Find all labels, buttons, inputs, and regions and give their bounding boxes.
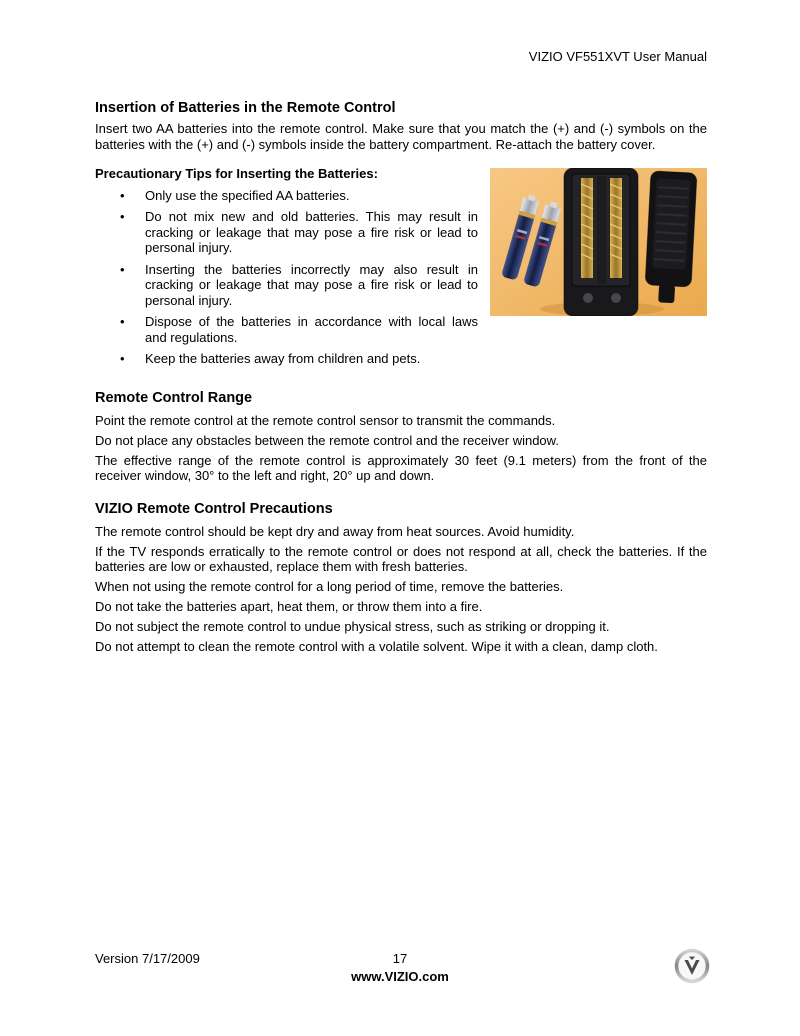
precaution-paragraph: When not using the remote control for a long period of time, remove the batteries. [95, 579, 564, 594]
list-item [95, 262, 707, 309]
list-item [95, 188, 707, 204]
bullet-icon: • [120, 314, 125, 329]
precaution-paragraph: Do not attempt to clean the remote control with a volatile solvent. Wipe it with a clean, damp cloth. [95, 639, 658, 654]
doc-title: VIZIO VF551XVT User Manual [528, 49, 707, 64]
section-title-remote-precautions: VIZIO Remote Control Precautions [95, 500, 333, 517]
tip-text: Inserting the batteries incorrectly may also result in cracking or leakage that may pose a fire risk or lead to personal injury. [145, 261, 478, 308]
range-paragraph: Do not place any obstacles between the remote control and the receiver window. [95, 432, 559, 448]
footer-version: Version 7/17/2009 [95, 951, 200, 966]
page-number: 17 [392, 951, 408, 966]
precautionary-tips-section [95, 166, 707, 373]
bullet-icon: • [120, 351, 125, 366]
section-title-remote-range: Remote Control Range [95, 389, 253, 406]
range-paragraph: Point the remote control at the remote control sensor to transmit the commands. [95, 412, 556, 428]
tips-list [95, 188, 707, 367]
range-paragraph: The effective range of the remote control is approximately 30 feet (9.1 meters) from the front of the receiver window, 30° to the left and right, 20° up and down. [95, 452, 707, 483]
section-title-battery-insertion: Insertion of Batteries in the Remote Control [95, 100, 396, 116]
bullet-icon: • [120, 187, 125, 203]
precaution-paragraph: If the TV responds erratically to the remote control or does not respond at all, check the batteries. If the batteries are low or exhausted, replace them with fresh batteries. [95, 543, 707, 574]
page-content [95, 99, 707, 659]
list-item [95, 209, 707, 256]
precaution-paragraph: Do not subject the remote control to undue physical stress, such as striking or dropping it. [95, 619, 610, 634]
bullet-icon: • [120, 209, 125, 224]
tip-text: Dispose of the batteries in accordance with local laws and regulations. [145, 314, 478, 345]
tip-text: Keep the batteries away from children and pets. [145, 351, 421, 366]
tip-text: Do not mix new and old batteries. This may result in cracking or leakage that may pose a fire risk or lead to personal injury. [145, 209, 478, 255]
tip-text: Only use the specified AA batteries. [145, 187, 350, 203]
vizio-logo-icon [674, 948, 710, 984]
list-item [95, 351, 707, 367]
list-item [95, 314, 707, 345]
doc-header [529, 49, 707, 65]
bullet-icon: • [120, 261, 125, 277]
precaution-paragraph: Do not take the batteries apart, heat them, or throw them into a fire. [95, 599, 483, 614]
battery-insertion-paragraph: Insert two AA batteries into the remote control. Make sure that you match the (+) and (-) symbols on the batteries with the (+) and (-) symbols inside the battery compartment. Re-attach the battery cover. [95, 121, 707, 152]
precaution-paragraph: The remote control should be kept dry and away from heat sources. Avoid humidity. [95, 523, 575, 539]
tips-title: Precautionary Tips for Inserting the Batteries: [95, 166, 378, 181]
footer-website: www.VIZIO.com [351, 969, 449, 984]
